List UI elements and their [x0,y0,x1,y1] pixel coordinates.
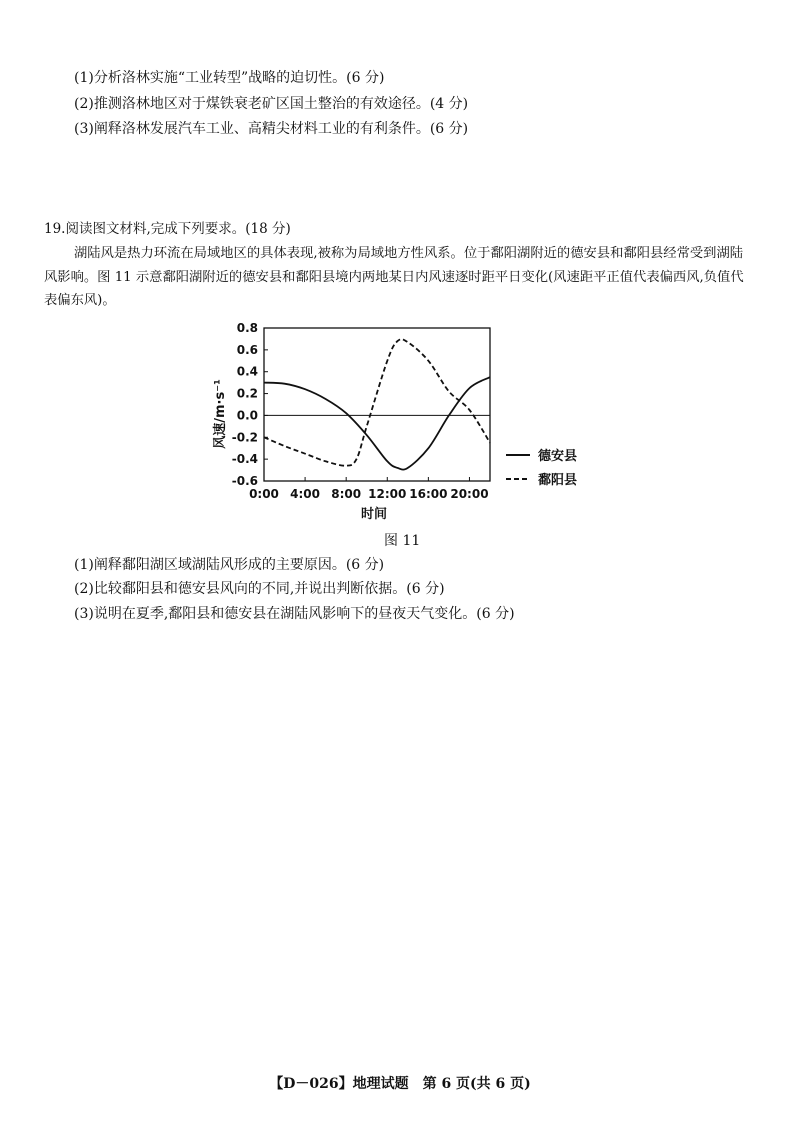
y-tick-label: 0.8 [236,321,258,335]
y-tick-label: -0.2 [231,430,258,445]
y-tick-label: 0.0 [236,408,258,423]
q19-sub-1: (1)阐释鄱阳湖区域湖陆风形成的主要原因。(6 分) [74,557,385,573]
chart-legend [506,448,577,488]
legend-label-dean: 德安县 [538,449,578,464]
q19-material-text: 湖陆风是热力环流在局域地区的具体表现,被称为局域地方性风系。位于鄱阳湖附近的德安县和鄱阳县经常受到湖陆风影响。图 11 示意鄱阳湖附近的德安县和鄱阳县境内两地某日内风速逐时距平日变化(风速距平正值代表偏西风,负值代表偏东风)。 [44,246,744,308]
q19-intro: 19.阅读图文材料,完成下列要求。(18 分) [44,221,291,237]
x-tick-label: 12:00 [368,487,407,501]
figure-caption: 图 11 [384,533,421,549]
q19-sub-3: (3)说明在夏季,鄱阳县和德安县在湖陆风影响下的昼夜天气变化。(6 分) [74,606,515,622]
x-tick-label: 16:00 [409,487,448,501]
chart-y-axis-label: 风速/m·s⁻¹ [213,379,228,449]
chart-plot-area [232,321,490,501]
q19-sub-2: (2)比较鄱阳县和德安县风向的不同,并说出判断依据。(6 分) [74,581,445,597]
q18-sub-2: (2)推测洛林地区对于煤铁衰老矿区国土整治的有效途径。(4 分) [74,96,469,112]
x-tick-label: 20:00 [450,487,489,501]
x-tick-label: 0:00 [249,487,279,501]
q19-material [44,242,756,313]
x-tick-label: 8:00 [331,487,362,501]
q18-sub-1: (1)分析洛林实施“工业转型”战略的迫切性。(6 分) [74,70,385,86]
q18-sub-3: (3)阐释洛林发展汽车工业、高精尖材料工业的有利条件。(6 分) [74,121,469,137]
page-footer: 【D－026】地理试题 第 6 页(共 6 页) [269,1076,531,1092]
y-tick-label: 0.6 [236,342,258,357]
y-tick-label: -0.6 [231,474,258,488]
y-tick-label: -0.4 [231,452,258,467]
x-tick-label: 4:00 [290,487,321,501]
wind-speed-chart [210,318,600,530]
y-tick-label: 0.4 [236,364,258,379]
y-tick-label: 0.2 [236,386,258,401]
legend-label-poyang: 鄱阳县 [538,473,578,488]
series-line-poyang [264,339,490,466]
chart-x-axis-label: 时间 [360,507,388,522]
